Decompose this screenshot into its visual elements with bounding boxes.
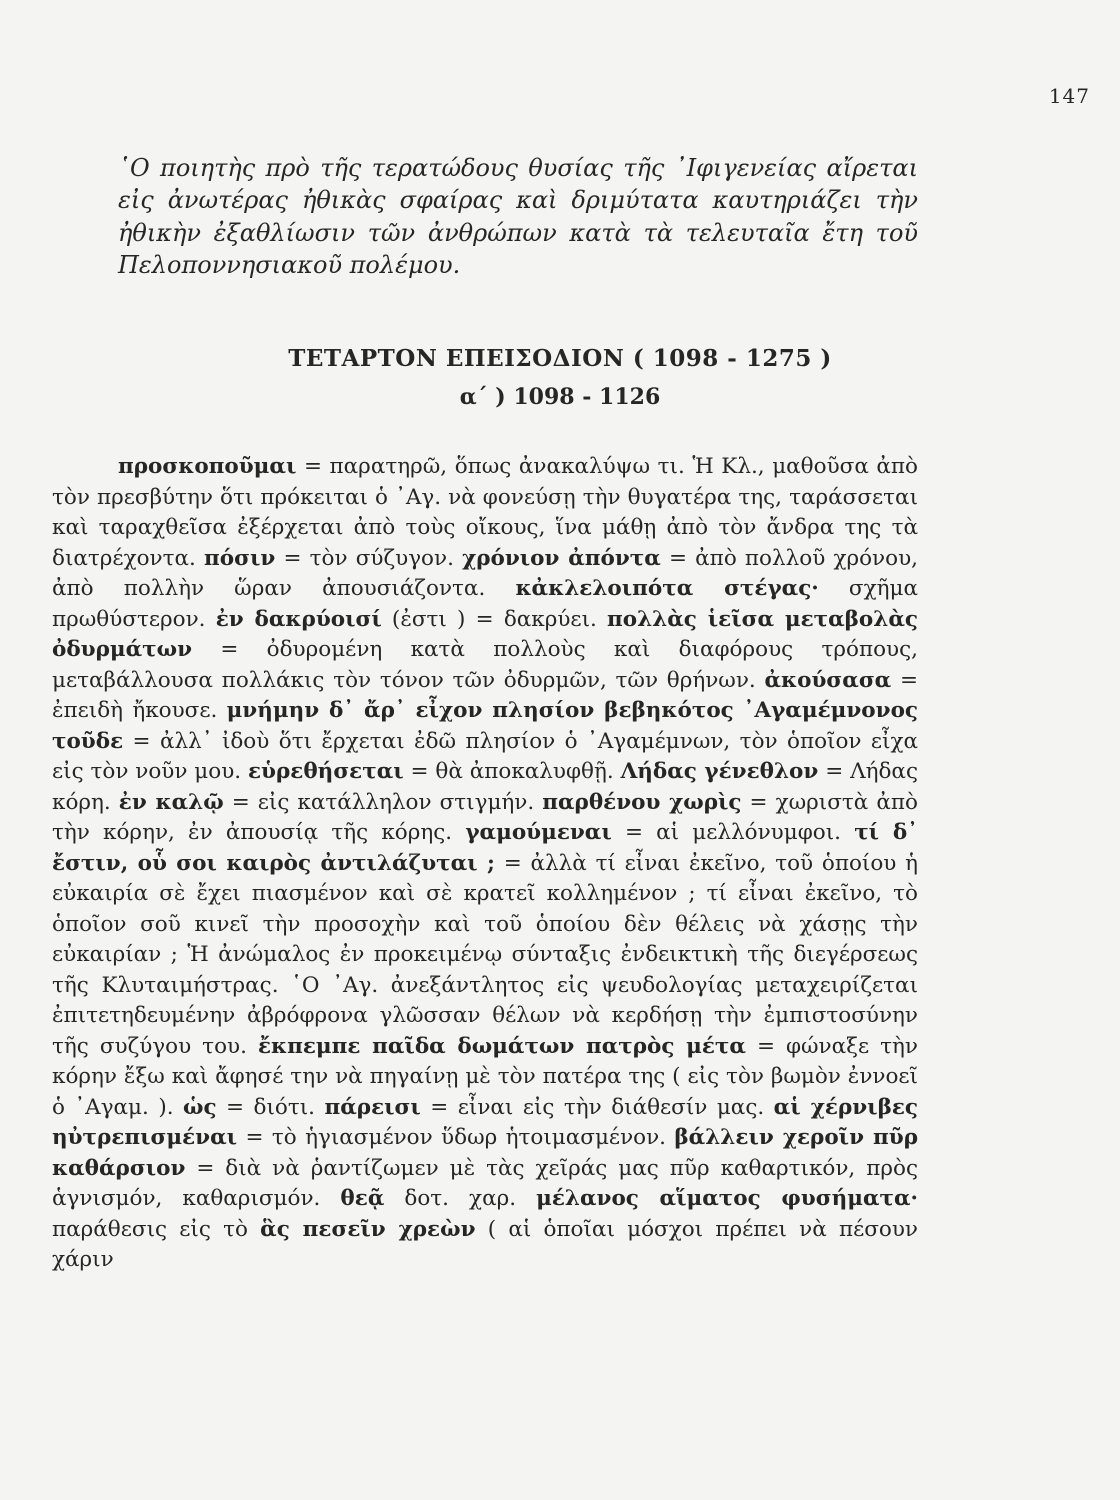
intro-paragraph: ῾Ο ποιητὴς πρὸ τῆς τερατώδους θυσίας τῆς ᾿Ιφιγενείας αἴρεται εἰς ἀνωτέρας ἠθικὰς σφαίρας καὶ δριμύτατα καυτηριάζει τὴν ἠθικὴν ἐξαθλίωσιν τῶν ἀνθρώπων κατὰ τὰ τελευταῖα ἔτη τοῦ Πελοποννησιακοῦ πολέμου.: [118, 154, 918, 279]
gloss: = διότι.: [216, 1094, 325, 1120]
lemma: Λήδας γένεθλον: [620, 759, 819, 784]
gloss: = παρατηρῶ, ὅπως ἀνακαλύψω τι. Ἡ Κλ., μαθοῦσα ἀπὸ τὸν πρεσβύτην ὅτι πρόκειται ὁ ᾿Αγ. νὰ φονεύσῃ τὴν θυγατέρα της, ταράσσεται καὶ ταραχθεῖσα ἐξέρχεται ἀπὸ τοὺς οἴκους, ἵνα μάθῃ ἀπὸ τὸν ἄνδρα της τὰ διατρέχοντα.: [52, 454, 918, 571]
lemma: εὑρεθήσεται: [247, 759, 404, 784]
gloss: = θὰ ἀποκαλυφθῇ.: [403, 759, 621, 784]
page-number: 147: [1048, 84, 1090, 108]
gloss: παράθεσις εἰς τὸ: [52, 1216, 261, 1242]
lemma: προσκοποῦμαι: [118, 454, 297, 479]
lemma: αἱ χέρνιβες ηὐτρεπισμέναι: [52, 1094, 919, 1150]
gloss: = Λήδας κόρη.: [52, 759, 918, 815]
gloss: = εἶναι εἰς τὴν διάθεσίν μας.: [420, 1094, 774, 1120]
gloss: = ὀδυρομένη κατὰ πολλοὺς καὶ διαφόρους τρόπους, μεταβάλλουσα πολλάκις τὸν τόνον τῶν ὀδυρμῶν, τῶν θρήνων.: [52, 637, 918, 693]
lemma: χρόνιον ἀπόντα: [462, 545, 661, 571]
lemma: μέλανος αἵματος φυσήματα·: [536, 1186, 918, 1211]
gloss: = φώναξε τὴν κόρην ἔξω καὶ ἄφησέ την νὰ πηγαίνῃ μὲ τὸν πατέρα της ( εἰς τὸν βωμὸν ἐννοεῖ ὁ ᾿Αγαμ. ).: [52, 1033, 918, 1120]
lemma: ἃς πεσεῖν χρεὼν: [260, 1216, 476, 1242]
lemma: ἀκούσασα: [764, 667, 892, 693]
gloss: = ἀλλὰ τί εἶναι ἐκεῖνο, τοῦ ὁποίου ἡ εὐκαιρία σὲ ἔχει πιασμένον καὶ σὲ κρατεῖ κολλημένον ; τί εἶναι ἐκεῖνο, τὸ ὁποῖον σοῦ κινεῖ τὴν προσοχὴν καὶ τοῦ ὁποίου δὲν θέλεις νὰ χάσῃς τὴν εὐκαιρίαν ; Ἡ ἀνώμαλος ἐν προκειμένῳ σύνταξις ἐνδεικτικὴ τῆς διεγέρσεως τῆς Κλυταιμήστρας. ῾Ο ᾿Αγ. ἀνεξάντλητος εἰς ψευδολογίας μεταχειρίζεται ἐπιτετηδευμένην ἀβρόφρονα γλῶσσαν θέλων νὰ κερδήσῃ τὴν ἐμπιστοσύνην τῆς συζύγου του.: [52, 850, 918, 1059]
section-heading: ΤΕΤΑΡΤΟΝ ΕΠΕΙΣΟΔΙΟΝ ( 1098 - 1275 ): [288, 345, 832, 372]
gloss: (ἐστι ) = δακρύει.: [381, 606, 608, 632]
gloss: = τὸν σύζυγον.: [275, 545, 463, 571]
gloss: = διὰ νὰ ῥαντίζωμεν μὲ τὰς χεῖράς μας πῦρ καθαρτικόν, πρὸς ἁγνισμόν, καθαρισμόν.: [52, 1155, 918, 1211]
lemma: ἐν καλῷ: [118, 789, 224, 815]
gloss: δοτ. χαρ.: [384, 1186, 537, 1211]
subsection-heading: α΄ ) 1098 - 1126: [459, 384, 661, 410]
lemma: κἀκλελοιπότα στέγας·: [515, 576, 819, 601]
gloss: = εἰς κατάλληλον στιγμήν.: [223, 789, 543, 815]
lemma: ὡς: [183, 1094, 217, 1120]
lemma: πόσιν: [204, 545, 276, 571]
gloss: σχῆμα πρωθύστερον.: [52, 576, 919, 632]
gloss: = αἱ μελλόνυμφοι.: [611, 820, 855, 845]
lemma: γαμούμεναι: [465, 820, 612, 845]
gloss: = ἀπὸ πολλοῦ χρόνου, ἀπὸ πολλὴν ὥραν ἀπουσιάζοντα.: [52, 545, 918, 601]
lemma: πολλὰς ἱεῖσα μεταβολὰς ὀδυρμάτων: [52, 606, 918, 662]
lemma: πάρεισι: [324, 1094, 421, 1120]
lemma: ἔκπεμπε παῖδα δωμάτων πατρὸς μέτα: [257, 1033, 746, 1059]
gloss: = χωριστὰ ἀπὸ τὴν κόρην, ἐν ἀπουσίᾳ τῆς κόρης.: [52, 789, 918, 845]
gloss: = ἀλλ᾿ ἰδοὺ ὅτι ἔρχεται ἐδῶ πλησίον ὁ ᾿Αγαμέμνων, τὸν ὁποῖον εἶχα εἰς τὸν νοῦν μου.: [52, 728, 918, 784]
gloss: = ἐπειδὴ ἤκουσε.: [52, 667, 918, 723]
lemma: θεᾷ: [340, 1186, 385, 1211]
commentary-paragraph: [52, 452, 918, 1276]
lemma: τί δ᾿ ἔστιν, οὗ σοι καιρὸς ἀντιλάζυται ;: [52, 820, 919, 876]
lemma: βάλλειν χεροῖν πῦρ καθάρσιον: [52, 1125, 918, 1181]
lemma: παρθένου χωρὶς: [542, 789, 742, 815]
gloss: = τὸ ἡγιασμένον ὕδωρ ἡτοιμασμένον.: [237, 1125, 675, 1150]
gloss: ( αἱ ὁποῖαι μόσχοι πρέπει νὰ πέσουν χάριν: [52, 1216, 918, 1272]
lemma: ἐν δακρύοισί: [215, 606, 382, 632]
lemma: μνήμην δ᾿ ἄρ᾿ εἶχον πλησίον βεβηκότος ᾿Αγαμέμνονος τοῦδε: [52, 698, 918, 754]
